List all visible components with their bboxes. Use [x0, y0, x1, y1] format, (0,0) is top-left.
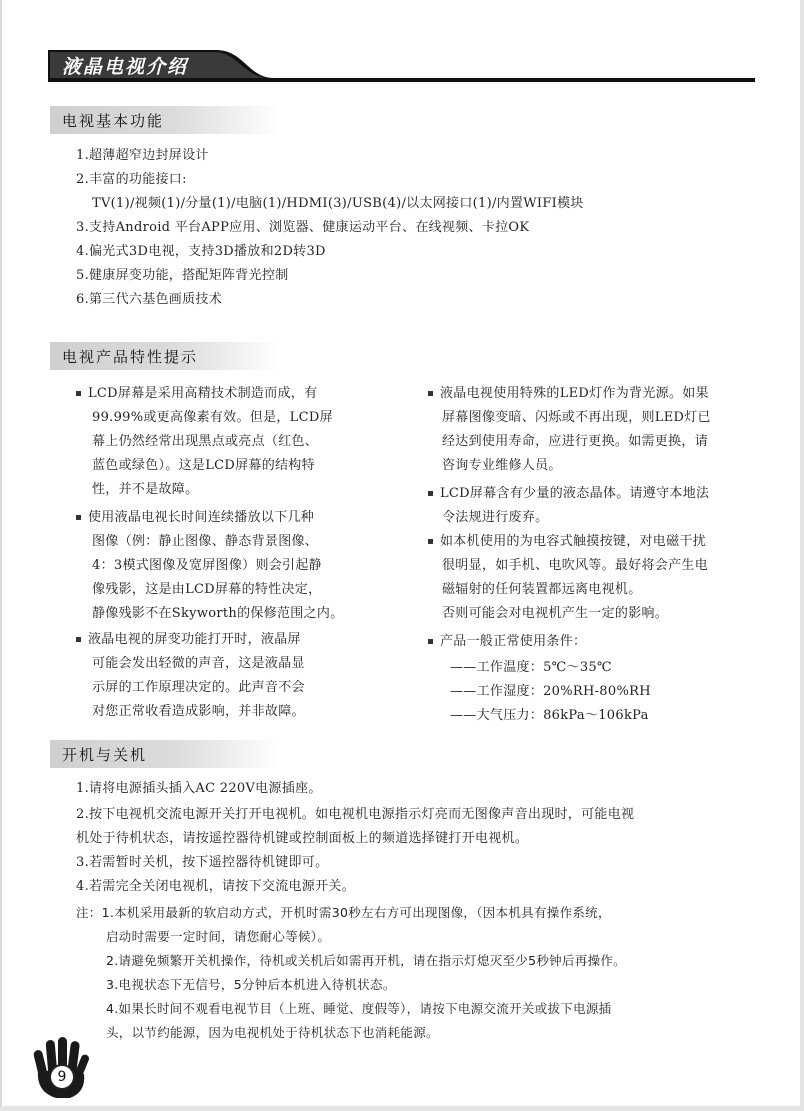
tip-line: LCD屏幕含有少量的液态晶体。请遵守本地法 — [440, 486, 710, 501]
tip-line: 幕上仍然经常出现黑点或亮点（红色、 — [92, 434, 319, 449]
section-title: 开机与关机 — [62, 746, 148, 764]
condition-line: ——工作湿度：20%RH-80%RH — [450, 684, 651, 699]
list-item: 机处于待机状态，请按遥控器待机键或控制面板上的频道选择键打开电视机。 — [76, 831, 529, 846]
page-border-left — [0, 0, 2, 1111]
page-number: 9 — [49, 1064, 75, 1090]
tip-line: 静像残影不在Skyworth的保修范围之内。 — [92, 606, 344, 621]
page-border-bottom — [0, 1106, 804, 1111]
note-line: 4.如果长时间不观看电视节目（上班、睡觉、度假等），请按下电源交流开关或拔下电源插 — [106, 1001, 612, 1016]
section-title: 电视基本功能 — [62, 112, 165, 130]
bullet-icon — [76, 515, 81, 520]
list-item: 4.偏光式3D电视，支持3D播放和2D转3D — [76, 244, 326, 259]
list-item: 2.丰富的功能接口: — [76, 172, 187, 187]
tip-line: 屏幕图像变暗、闪烁或不再出现，则LED灯已 — [442, 410, 711, 425]
list-item: 4.若需完全关闭电视机，请按下交流电源开关。 — [76, 879, 356, 894]
tip-line: 很明显，如手机、电吹风等。最好将会产生电 — [442, 558, 709, 573]
tip-line: 经达到使用寿命，应进行更换。如需更换，请 — [442, 434, 709, 449]
note-line: 启动时需要一定时间，请您耐心等候）。 — [106, 929, 331, 944]
list-item: 1.请将电源插头插入AC 220V电源插座。 — [76, 781, 322, 796]
bullet-icon — [428, 539, 433, 544]
list-item: 2.按下电视机交流电源开关打开电视机。如电视机电源指示灯亮而无图像声音出现时，可能电视 — [76, 807, 635, 822]
note-line: 注：1.本机采用最新的软启动方式，开机时需30秒左右方可出现图像，（因本机具有操作系统， — [76, 905, 611, 920]
conditions-heading: 产品一般正常使用条件： — [440, 634, 587, 649]
tip-line: 可能会发出轻微的声音，这是液晶显 — [92, 656, 305, 671]
condition-line: ——大气压力：86kPa～106kPa — [450, 708, 649, 723]
page-title: 液晶电视介绍 — [62, 56, 189, 78]
bullet-icon — [428, 491, 433, 496]
section-title: 电视产品特性提示 — [62, 348, 199, 366]
bullet-icon — [428, 391, 433, 396]
list-item: 1.超薄超窄边封屏设计 — [76, 148, 209, 163]
bullet-icon — [76, 391, 81, 396]
tip-line: 液晶电视使用特殊的LED灯作为背光源。如果 — [440, 386, 709, 401]
bullet-icon — [76, 637, 81, 642]
section-header-basic-functions — [50, 106, 280, 134]
tip-line: 否则可能会对电视机产生一定的影响。 — [442, 606, 669, 621]
tip-line: 示屏的工作原理决定的。此声音不会 — [92, 680, 305, 695]
tip-line: 使用液晶电视长时间连续播放以下几种 — [88, 510, 315, 525]
page-header — [48, 48, 755, 82]
tip-line: 如本机使用的为电容式触摸按键，对电磁干扰 — [440, 534, 707, 549]
tip-line: LCD屏幕是采用高精技术制造而成，有 — [88, 386, 318, 401]
section-header-product-tips — [50, 342, 280, 370]
tip-line: 4：3模式图像及宽屏图像）则会引起静 — [92, 558, 322, 573]
tip-line: 对您正常收看造成影响，并非故障。 — [92, 704, 305, 719]
tip-line: 咨询专业维修人员。 — [442, 458, 562, 473]
tip-line: 图像（例：静止图像、静态背景图像、 — [92, 534, 319, 549]
note-line: 头，以节约能源，因为电视机处于待机状态下也消耗能源。 — [106, 1025, 439, 1040]
list-item: TV(1)/视频(1)/分量(1)/电脑(1)/HDMI(3)/USB(4)/以太网接口(1)/内置WIFI模块 — [92, 196, 584, 211]
page-border-right — [800, 0, 804, 1111]
tip-line: 像残影，这是由LCD屏幕的特性决定， — [92, 582, 322, 597]
tip-line: 性，并不是故障。 — [92, 482, 199, 497]
tip-line: 磁辐射的任何装置都远离电视机。 — [442, 582, 642, 597]
bullet-icon — [428, 639, 433, 644]
note-line: 3.电视状态下无信号，5分钟后本机进入待机状态。 — [106, 977, 396, 992]
tip-line: 蓝色或绿色）。这是LCD屏幕的结构特 — [92, 458, 315, 473]
list-item: 6.第三代六基色画质技术 — [76, 292, 223, 307]
condition-line: ——工作温度：5℃～35℃ — [450, 660, 612, 675]
list-item: 5.健康屏变功能，搭配矩阵背光控制 — [76, 268, 289, 283]
list-item: 3.若需暂时关机，按下遥控器待机键即可。 — [76, 855, 329, 870]
section-header-power — [50, 740, 280, 768]
list-item: 3.支持Android 平台APP应用、浏览器、健康运动平台、在线视频、卡拉OK — [76, 220, 530, 235]
tip-line: 液晶电视的屏变功能打开时，液晶屏 — [88, 632, 301, 647]
tip-line: 99.99%或更高像素有效。但是，LCD屏 — [92, 410, 333, 425]
note-line: 2.请避免频繁开关机操作，待机或关机后如需再开机，请在指示灯熄灭至少5秒钟后再操作。 — [106, 953, 626, 968]
tip-line: 令法规进行废弃。 — [442, 510, 549, 525]
